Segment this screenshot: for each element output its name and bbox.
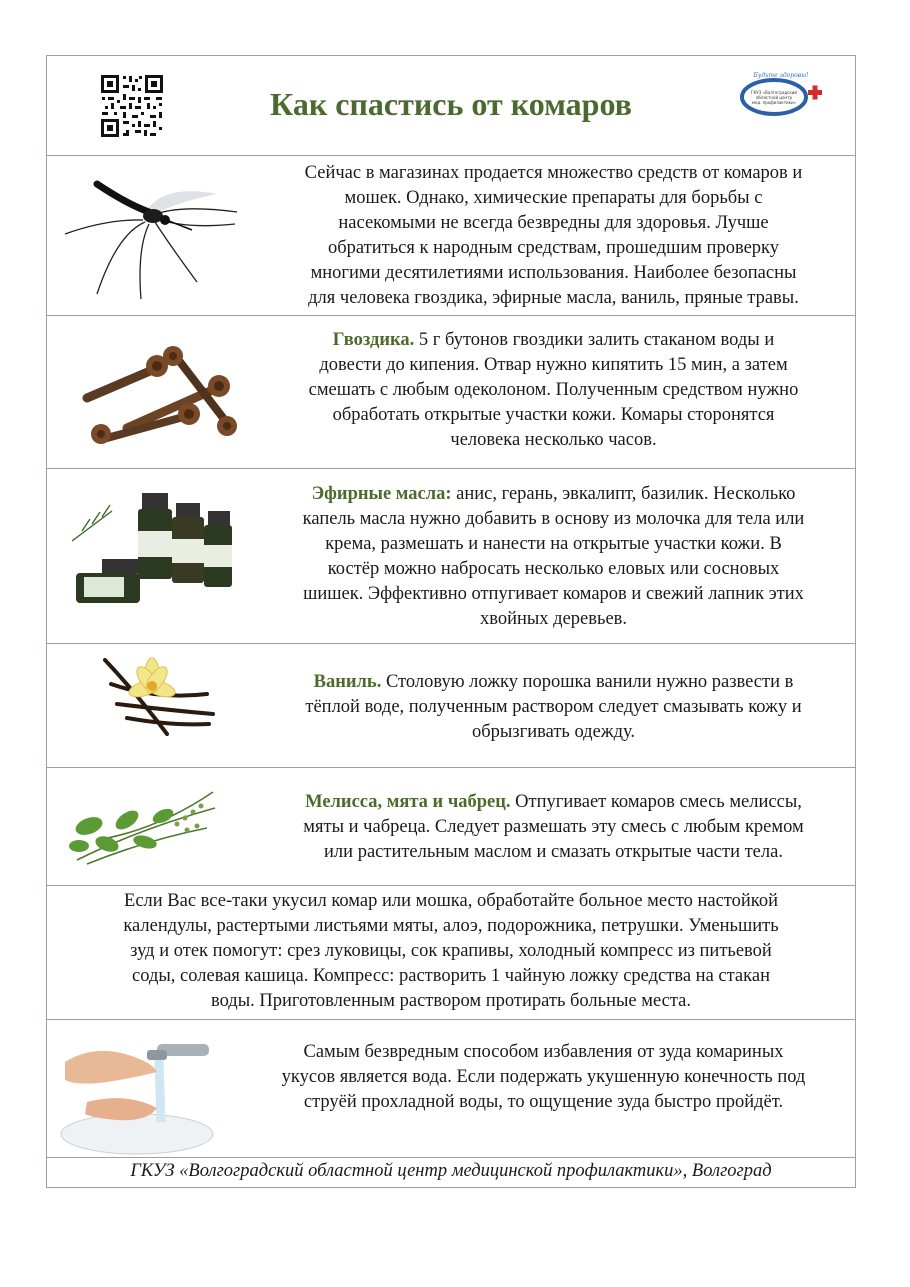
- clove-heading: Гвоздика.: [332, 330, 415, 350]
- svg-text:мед. профилактики»: мед. профилактики»: [751, 100, 797, 105]
- svg-text:ГКУЗ «Волгоградский: ГКУЗ «Волгоградский: [751, 90, 797, 95]
- svg-text:областной центр: областной центр: [755, 95, 793, 100]
- vanilla-text: Ваниль. Столовую ложку порошка ванили нужно развести в тёплой воде, полученным раствором следует смазывать кожу и обрызгивать одежду.: [305, 672, 802, 742]
- water-section: [47, 1019, 855, 1157]
- vanilla-heading: Ваниль.: [313, 672, 382, 692]
- vanilla-section: [47, 643, 855, 767]
- intro-section: [47, 155, 855, 315]
- essential-oils-heading: Эфирные масла:: [311, 484, 452, 504]
- footer-row: [47, 1157, 855, 1189]
- vanilla-icon: [97, 654, 217, 736]
- footer-text: ГКУЗ «Волгоградский областной центр медицинской профилактики», Волгоград: [130, 1161, 772, 1181]
- org-logo-icon: [738, 68, 824, 118]
- herbs-icon: [67, 780, 217, 870]
- essential-oils-section: [47, 468, 855, 643]
- essential-oil-bottles-icon: [72, 481, 232, 611]
- poster-sheet: [46, 55, 856, 1188]
- clove-text: Гвоздика. 5 г бутонов гвоздики залить стаканом воды и довести до кипения. Отвар нужно кипятить 15 мин, а затем смешать с любым одеколоном. Полученным средством нужно обработать открытые участки кожи. Комары сторонятся человека несколько часов.: [308, 330, 799, 450]
- svg-text:Будьте здоровы!: Будьте здоровы!: [753, 72, 809, 79]
- water-tap-hands-icon: [57, 1022, 215, 1156]
- page-title: Как спастись от комаров: [270, 86, 632, 122]
- herbs-text: Мелисса, мята и чабрец. Отпугивает комаров смесь мелиссы, мяты и чабреца. Следует размешать эту смесь с любым кремом или растительным маслом и смазать открытые части тела.: [303, 792, 804, 862]
- header-row: [47, 56, 855, 155]
- intro-text: Сейчас в магазинах продается множество средств от комаров и мошек. Однако, химические препараты для борьбы с насекомыми не всегда безвредны для здоровья. Лучше обратиться к народным средствам, прошедшим проверку многими десятилетиями использования. Наиболее безопасны для человека гвоздика, эфирные масла, ваниль, пряные травы.: [304, 163, 803, 308]
- essential-oils-text: Эфирные масла: анис, герань, эвкалипт, базилик. Несколько капель масла нужно добавить в основу из молочка для тела или крема, размешать и нанести на открытые участки кожи. В костёр можно набросать несколько еловых или сосновых шишек. Эффективно отпугивает комаров и свежий лапник этих хвойных деревьев.: [302, 484, 805, 629]
- bite-treatment-text: Если Вас все-таки укусил комар или мошка, обработайте больное место настойкой календулы, растертыми листьями мяты, алоэ, подорожника, петрушки. Уменьшить зуд и отек помогут: срез луковицы, сок крапивы, холодный компресс из питьевой соды, солевая кашица. Компресс: растворить 1 чайную ложку средства на стакан воды. Приготовленным раствором протирать больные места.: [123, 891, 779, 1011]
- clove-section: [47, 315, 855, 468]
- clove-icon: [67, 338, 237, 450]
- bite-treatment-section: [47, 885, 855, 1019]
- water-text: Самым безвредным способом избавления от зуда комариных укусов является вода. Если подержать укушенную конечность под струёй прохладной воды, то ощущение зуда быстро пройдёт.: [281, 1042, 806, 1112]
- mosquito-icon: [57, 164, 247, 304]
- herbs-heading: Мелисса, мята и чабрец.: [305, 792, 511, 812]
- herbs-section: [47, 767, 855, 885]
